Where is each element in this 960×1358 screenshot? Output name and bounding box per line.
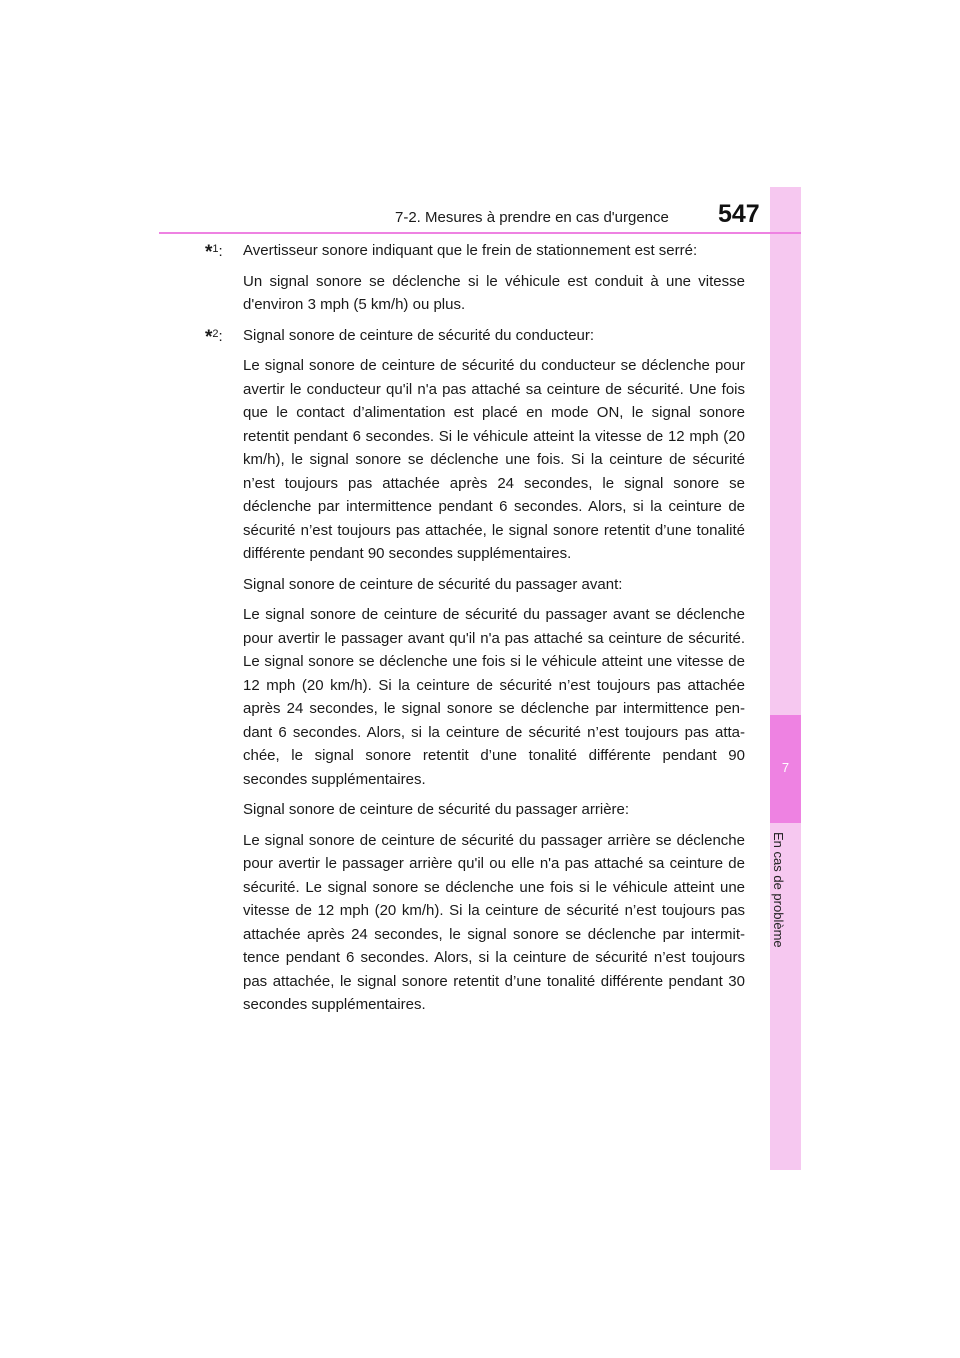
footnote-heading: Signal sonore de ceinture de sécurité du conducteur: — [243, 326, 595, 344]
page-number: 547 — [718, 200, 760, 228]
subheading: Signal sonore de ceinture de sécurité du passager avant: — [243, 575, 623, 593]
chapter-number: 7 — [781, 760, 790, 775]
page-content — [205, 239, 745, 1024]
paragraph: Le signal sonore de ceinture de sécurité du conducteur se déclenche pour avertir le conducteur qu'il n'a pas attaché sa ceinture de sécurité. Une fois que le contact d’alimentation est placé en mode ON, le signal sonore retentit pendant 6 secondes. Si le véhicule atteint la vitesse de 12 mph (20 km/h), le signal sonore se déclenche une fois. Si la ceinture de sécurité n’est toujours pas attachée après 24 secondes, le signal sonore se déclenche par intermittence pendant 6 secondes. Alors, si la ceinture de sécurité n’est toujours pas attachée, le signal sonore retentit d’une tonalité différente pendant 90 secondes supplémentaires. — [243, 357, 745, 562]
footnote-marker: *$^1$: — [205, 242, 223, 263]
footnote-heading: Avertisseur sonore indiquant que le frein de stationnement est serré: — [243, 242, 698, 259]
paragraph: Le signal sonore de ceinture de sécurité du passager arrière se déclenche pour avertir le passager arrière qu'il ou elle n'a pas attaché sa ceinture de sécurité. Le signal sonore se déclenche une fois si le véhicule atteint une vitesse de 12 mph (20 km/h). Si la ceinture de sécurité n’est toujours pas attachée après 24 secondes, le signal sonore se déclenche par intermit-tence pendant 6 secondes. Alors, si la ceinture de sécurité n’est toujours pas attachée, le signal sonore retentit d’une tonalité différente pendant 30 secondes supplémentaires. — [243, 831, 745, 1013]
paragraph: Un signal sonore se déclenche si le véhicule est conduit à une vitesse d'environ 3 mph (5 km/h) ou plus. — [243, 272, 745, 313]
section-title: 7-2. Mesures à prendre en cas d'urgence — [395, 209, 669, 226]
paragraph: Le signal sonore de ceinture de sécurité du passager avant se déclenche pour avertir le passager avant qu'il n'a pas attaché sa ceinture de sécurité. Le signal sonore se déclenche une fois si le véhicule atteint une vitesse de 12 mph (20 km/h). Si la ceinture de sécurité n’est toujours pas attachée après 24 secondes, le signal sonore se déclenche par intermittence pen-dant 6 secondes. Alors, si la ceinture de sécurité n’est toujours pas atta-chée, le signal sonore retentit d’une tonalité différente pendant 90 secondes supplémentaires. — [243, 606, 745, 788]
chapter-tab — [770, 187, 801, 1170]
subheading: Signal sonore de ceinture de sécurité du passager arrière: — [243, 801, 630, 818]
chapter-label: En cas de problème — [771, 832, 786, 948]
footnote-1 — [205, 239, 745, 317]
footnote-2 — [205, 324, 745, 1017]
header-divider — [159, 232, 801, 234]
footnote-marker: *$^2$: — [205, 326, 223, 348]
